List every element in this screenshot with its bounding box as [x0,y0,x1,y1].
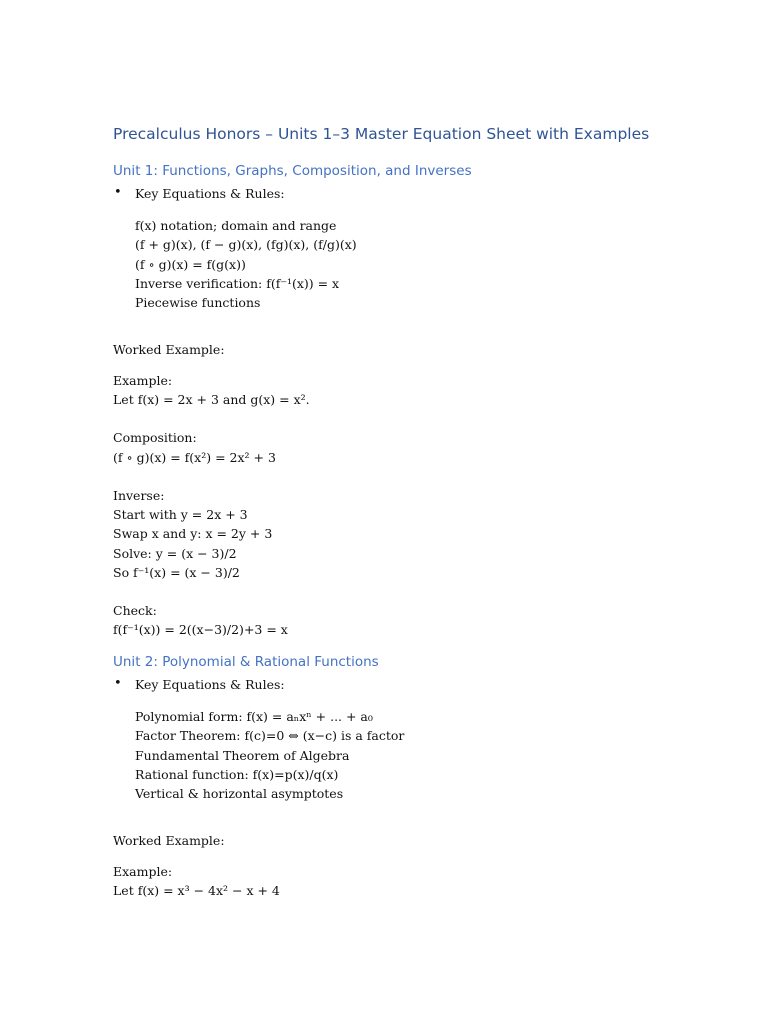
document-title: Precalculus Honors – Units 1–3 Master Equation Sheet with Examples [113,125,650,143]
unit2-rule: Factor Theorem: f(c)=0 ⇔ (x−c) is a factor [135,728,405,744]
unit2-worked-example-label: Worked Example: [113,833,225,848]
unit2-rules-list [135,707,404,803]
unit1-worked-example-label: Worked Example: [113,342,225,357]
unit1-example-let: Let f(x) = 2x + 3 and g(x) = x². [113,392,310,407]
unit1-bullet-label: Key Equations & Rules: [135,186,285,201]
inverse-step: Solve: y = (x − 3)/2 [113,545,237,561]
unit2-heading: Unit 2: Polynomial & Rational Functions [113,654,379,670]
unit2-example-label: Example: [113,864,173,879]
unit1-rule: Inverse verification: f(f⁻¹(x)) = x [135,275,340,291]
inverse-step: Swap x and y: x = 2y + 3 [113,526,273,542]
unit2-rule: Polynomial form: f(x) = aₙxⁿ + ... + a₀ [135,709,373,724]
unit1-composition-label: Composition: [113,430,197,445]
unit1-check-line: f(f⁻¹(x)) = 2((x−3)/2)+3 = x [113,622,288,637]
unit1-rule: f(x) notation; domain and range [135,218,337,233]
unit1-composition-line: (f ∘ g)(x) = f(x²) = 2x² + 3 [113,450,276,465]
unit1-rule: Piecewise functions [135,295,261,311]
unit2-rule: Rational function: f(x)=p(x)/q(x) [135,766,339,782]
unit1-rule: (f ∘ g)(x) = f(g(x)) [135,256,246,272]
inverse-step: So f⁻¹(x) = (x − 3)/2 [113,564,240,580]
bullet-dot-icon: • [114,676,122,691]
unit1-example-label: Example: [113,373,173,388]
bullet-dot-icon: • [114,185,122,200]
unit1-inverse-label: Inverse: [113,488,165,503]
unit1-rules-list [135,216,357,312]
unit1-inverse-steps [113,505,272,582]
unit2-rule: Fundamental Theorem of Algebra [135,747,350,763]
inverse-step: Start with y = 2x + 3 [113,507,248,522]
unit1-check-label: Check: [113,603,157,618]
unit1-heading: Unit 1: Functions, Graphs, Composition, and Inverses [113,163,472,179]
unit2-bullet-label: Key Equations & Rules: [135,677,285,692]
unit2-rule: Vertical & horizontal asymptotes [135,786,344,802]
unit2-example-let: Let f(x) = x³ − 4x² − x + 4 [113,883,280,898]
unit1-rule: (f + g)(x), (f − g)(x), (fg)(x), (f/g)(x) [135,237,357,253]
